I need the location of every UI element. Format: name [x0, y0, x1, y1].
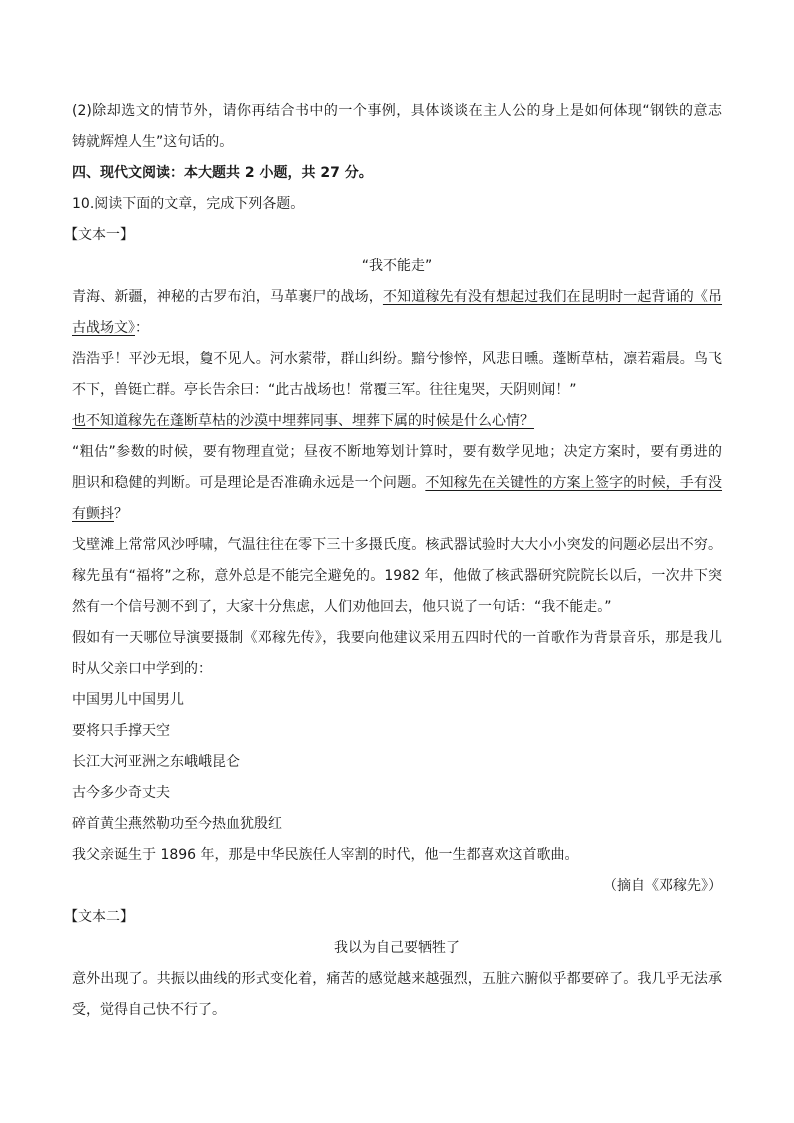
text-one-p4-end: ？ — [114, 506, 128, 522]
text-one-title: “我不能走” — [361, 258, 433, 274]
text-two-title: 我以为自己要牺牲了 — [334, 940, 460, 956]
question-2-line-1: (2)除却选文的情节外，请你再结合书中的一个事例，具体谈谈在主人公的身上是如何体现“钢铁的意志 — [72, 103, 722, 119]
text-one-source: （摘自《邓稼先》） — [603, 878, 722, 894]
text-one-p3-underlined: 也不知道稼先在蓬断草枯的沙漠中埋葬同事、埋葬下属的时候是什么心情？ — [72, 413, 534, 429]
song-line: 中国男儿中国男儿 — [72, 692, 184, 708]
text-one-p4-underlined-b: 有颤抖 — [72, 506, 114, 522]
text-one-paragraph-4-line-2 — [72, 468, 722, 499]
song-line: 古今多少奇丈夫 — [72, 785, 170, 801]
section-four-heading: 四、现代文阅读：本大题共 2 小题，共 27 分。 — [72, 165, 373, 181]
text-one-paragraph-1-line-1 — [72, 282, 722, 313]
question-10-prompt: 10.阅读下面的文章，完成下列各题。 — [72, 196, 305, 212]
text-one-paragraph-2-line-1: 浩浩乎！平沙无垠，敻不见人。河水萦带，群山纠纷。黯兮惨悴，风悲日曛。蓬断草枯，凛若霜晨。鸟飞 — [72, 351, 722, 367]
text-one-paragraph-1-line-2 — [72, 313, 722, 344]
question-2-line-2: 铸就辉煌人生”这句话的。 — [72, 134, 234, 150]
text-one-p1-end: ： — [135, 320, 149, 336]
text-one-p1-underlined-b: 古战场文》 — [72, 320, 135, 336]
text-two-paragraph-1-line-2: 受，觉得自己快不行了。 — [72, 1002, 226, 1018]
text-one-paragraph-5-line-2: 稼先虽有“福将”之称，意外总是不能完全避免的。1982 年，他做了核武器研究院院长以后，一次井下突 — [72, 568, 722, 584]
text-one-p4-underlined-a: 不知稼先在关键性的方案上签字的时候，手有没 — [425, 475, 723, 491]
text-one-paragraph-4-line-1: “粗估”参数的时候，要有物理直觉；昼夜不断地筹划计算时，要有数学见地；决定方案时，要有勇进的 — [72, 444, 722, 460]
song-line: 碎首黄尘燕然勒功至今热血犹殷红 — [72, 816, 282, 832]
text-one-paragraph-4-line-3 — [72, 499, 722, 530]
text-one-paragraph-2-line-2: 不下，兽铤亡群。亭长告余曰：“此古战场也！常覆三军。往往鬼哭，天阴则闻！” — [72, 382, 577, 398]
text-two-paragraph-1-line-1: 意外出现了。共振以曲线的形式变化着，痛苦的感觉越来越强烈，五脏六腑似乎都要碎了。我几乎无法承 — [72, 971, 722, 987]
text-one-paragraph-7: 我父亲诞生于 1896 年，那是中华民族任人宰割的时代，他一生都喜欢这首歌曲。 — [72, 847, 579, 863]
text-one-paragraph-5-line-1: 戈壁滩上常常风沙呼啸，气温往往在零下三十多摄氏度。核武器试验时大大小小突发的问题必层出不穷。 — [72, 537, 722, 553]
text-one-label: 【文本一】 — [64, 227, 134, 243]
text-two-label: 【文本二】 — [64, 909, 134, 925]
text-one-p1-plain: 青海、新疆，神秘的古罗布泊，马革裹尸的战场， — [72, 289, 383, 305]
text-one-paragraph-5-line-3: 然有一个信号测不到了，大家十分焦虑，人们劝他回去，他只说了一句话：“我不能走。” — [72, 599, 612, 615]
song-line: 长江大河亚洲之东峨峨昆仑 — [72, 754, 240, 770]
song-line: 要将只手撑天空 — [72, 723, 170, 739]
document-page — [64, 96, 723, 1026]
text-one-paragraph-6-line-1: 假如有一天哪位导演要摄制《邓稼先传》，我要向他建议采用五四时代的一首歌作为背景音乐，那是我儿 — [72, 630, 722, 646]
text-one-p4-plain: 胆识和稳健的判断。可是理论是否准确永远是一个问题。 — [72, 475, 426, 491]
text-one-paragraph-6-line-2: 时从父亲口中学到的： — [72, 661, 212, 677]
text-one-p1-underlined-a: 不知道稼先有没有想起过我们在昆明时一起背诵的《吊 — [382, 289, 723, 305]
text-one-paragraph-3 — [72, 406, 722, 437]
